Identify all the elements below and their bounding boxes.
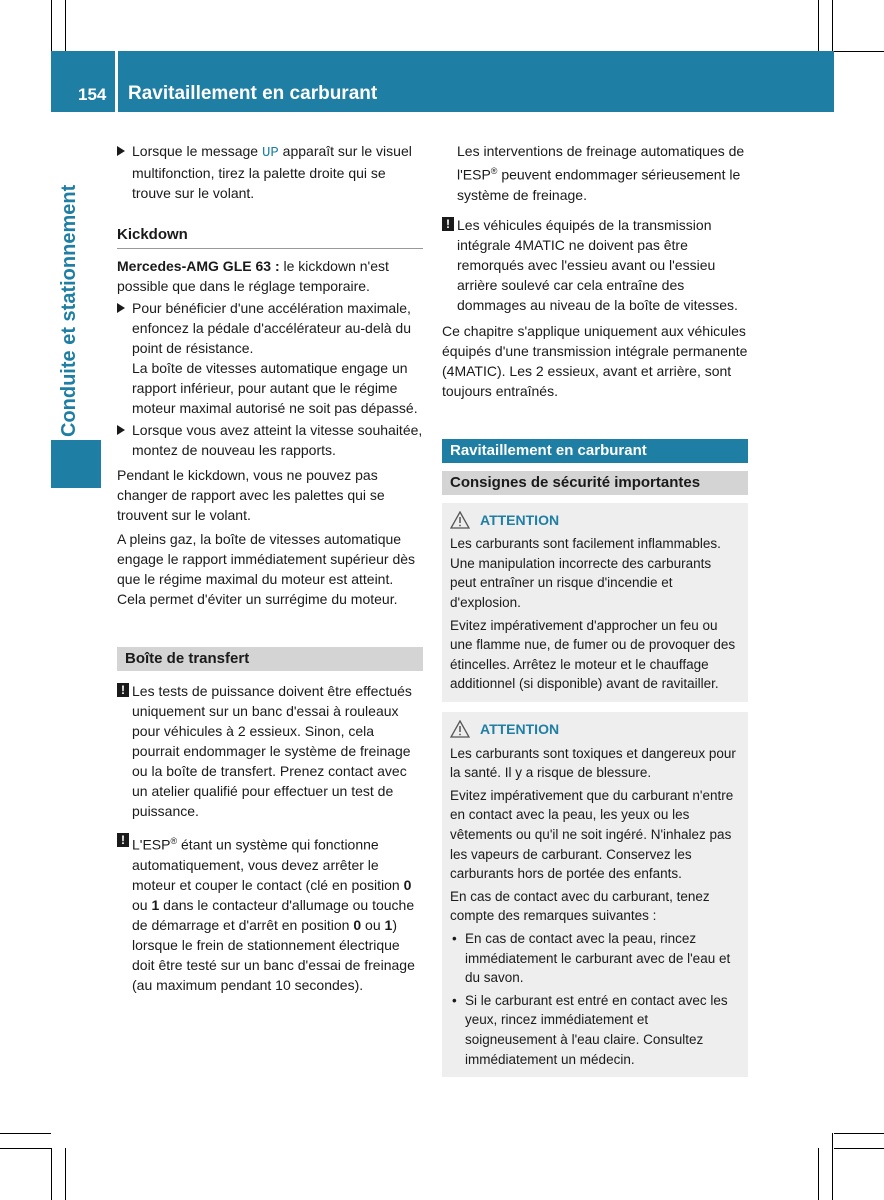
page-number: 154 xyxy=(78,85,107,104)
crop-mark xyxy=(0,1148,51,1149)
exclamation-icon: ! xyxy=(117,833,129,847)
warning-triangle-icon xyxy=(450,720,470,738)
warning-2-bullet-2: • Si le carburant est entré en contact avec les yeux, rincez immédiatement et soigneusement à l'eau claire. Consultez immédiatement un médecin. xyxy=(450,991,740,1069)
kickdown-intro: Mercedes-AMG GLE 63 : le kickdown n'est possible que dans le réglage temporaire. xyxy=(117,258,389,294)
exclamation-icon: ! xyxy=(442,217,454,231)
warning-triangle-icon xyxy=(450,511,470,529)
crop-mark xyxy=(0,1133,51,1134)
kickdown-bullet-1: Pour bénéficier d'une accélération maximale, enfoncez la pédale d'accélérateur au-delà du point de résistance. La boîte de vitesses automatique engage un rapport inférieur, pour autant que le régime moteur maximal autorisé ne soit pas dépassé. xyxy=(117,298,423,418)
transfer-note-1: ! Les tests de puissance doivent être effectués uniquement sur un banc d'essai à rouleaux pour véhicules à 2 essieux. Sinon, cela pourrait endommager le système de freinage ou la boîte de transfert. Prenez contact avec un atelier qualifié pour effectuer un test de puissance. xyxy=(117,681,423,821)
warning-2-paragraph-1: Les carburants sont toxiques et dangereux pour la santé. Il y a risque de blessure. xyxy=(450,745,736,781)
chapter-paragraph: Ce chapitre s'applique uniquement aux véhicules équipés d'une transmission intégrale permanente (4MATIC). Les 2 essieux, avant et arrière, sont toujours entraînés. xyxy=(442,322,748,399)
crop-mark xyxy=(834,1148,884,1149)
warning-2-paragraph-3: En cas de contact avec du carburant, tenez compte des remarques suivantes : xyxy=(450,888,710,924)
crop-mark xyxy=(65,1148,66,1200)
warning-2-bullet-1: • En cas de contact avec la peau, rincez immédiatement le carburant avec de l'eau et du savon. xyxy=(450,929,740,988)
crop-mark xyxy=(51,0,52,51)
transfer-note-2: ! L'ESP® étant un système qui fonctionne automatiquement, vous devez arrêter le moteur et couper le contact (clé en position 0 ou 1 dans le contacteur d'allumage ou touche de démarrage et d'arrêt en position 0 ou 1) lorsque le frein de stationnement électrique doit être testé sur un banc d'essai de freinage (au maximum pendant 10 secondes). xyxy=(117,831,423,995)
crop-mark xyxy=(65,0,66,51)
exclamation-icon: ! xyxy=(117,683,129,697)
warning-1-paragraph-1: Les carburants sont facilement inflammables. Une manipulation incorrecte des carburants peut entraîner un risque d'incendie et d'explosion. xyxy=(450,536,721,611)
kickdown-paragraph-1: Pendant le kickdown, vous ne pouvez pas changer de rapport avec les palettes qui se trouvent sur le volant. xyxy=(117,467,385,523)
right-column xyxy=(442,141,748,1077)
crop-mark xyxy=(834,51,884,52)
safety-heading: Consignes de sécurité importantes xyxy=(442,471,748,495)
kickdown-paragraph-2: A pleins gaz, la boîte de vitesses automatique engage le rapport immédiatement supérieur dès que le régime maximal du moteur est atteint. Cela permet d'éviter un surrégime du moteur. xyxy=(117,531,416,607)
warning-box-1 xyxy=(442,503,748,702)
warning-1-paragraph-2: Evitez impérativement d'approcher un feu ou une flamme nue, de fumer ou de provoquer des étincelles. Arrêtez le moteur et le chauffage additionnel (si disponible) avant de ravitailler. xyxy=(450,617,736,692)
side-section-title: Conduite et stationnement xyxy=(58,184,80,437)
bullet-up: Lorsque le message UP apparaît sur le visuel multifonction, tirez la palette droite qui se trouve sur le volant. xyxy=(117,141,423,203)
crop-mark xyxy=(818,0,819,51)
warning-title: ATTENTION xyxy=(450,720,740,740)
warning-title: ATTENTION xyxy=(450,511,740,531)
kickdown-bullet-2: Lorsque vous avez atteint la vitesse souhaitée, montez de nouveau les rapports. xyxy=(117,420,423,460)
warning-2-paragraph-2: Evitez impérativement que du carburant n'entre en contact avec la peau, les yeux ou les vêtements ou qu'il ne soit ingéré. N'inhalez pas les vapeurs de carburant. Conservez les carburants hors de portée des enfants. xyxy=(450,787,734,882)
heading-rule xyxy=(117,248,423,249)
transfer-heading: Boîte de transfert xyxy=(117,647,423,671)
esp-paragraph: Les interventions de freinage automatiques de l'ESP® peuvent endommager sérieusement le système de freinage. xyxy=(457,143,745,203)
warning-box-2 xyxy=(442,712,748,1077)
crop-mark xyxy=(832,0,833,51)
display-message-up: UP xyxy=(261,145,279,161)
note-4matic: ! Les véhicules équipés de la transmission intégrale 4MATIC ne doivent pas être remorqués avec l'essieu avant ou l'essieu arrière soulevé car cela entraîne des dommages au niveau de la boîte de vitesses. xyxy=(442,215,748,315)
page-title: Ravitaillement en carburant xyxy=(128,83,378,104)
crop-mark xyxy=(834,1133,884,1134)
section-heading: Ravitaillement en carburant xyxy=(442,439,748,463)
crop-mark xyxy=(818,1148,819,1200)
crop-mark xyxy=(51,1148,52,1200)
left-column xyxy=(117,141,423,995)
crop-mark xyxy=(832,1133,833,1200)
side-tab-marker xyxy=(51,440,101,488)
kickdown-heading: Kickdown xyxy=(117,226,188,243)
